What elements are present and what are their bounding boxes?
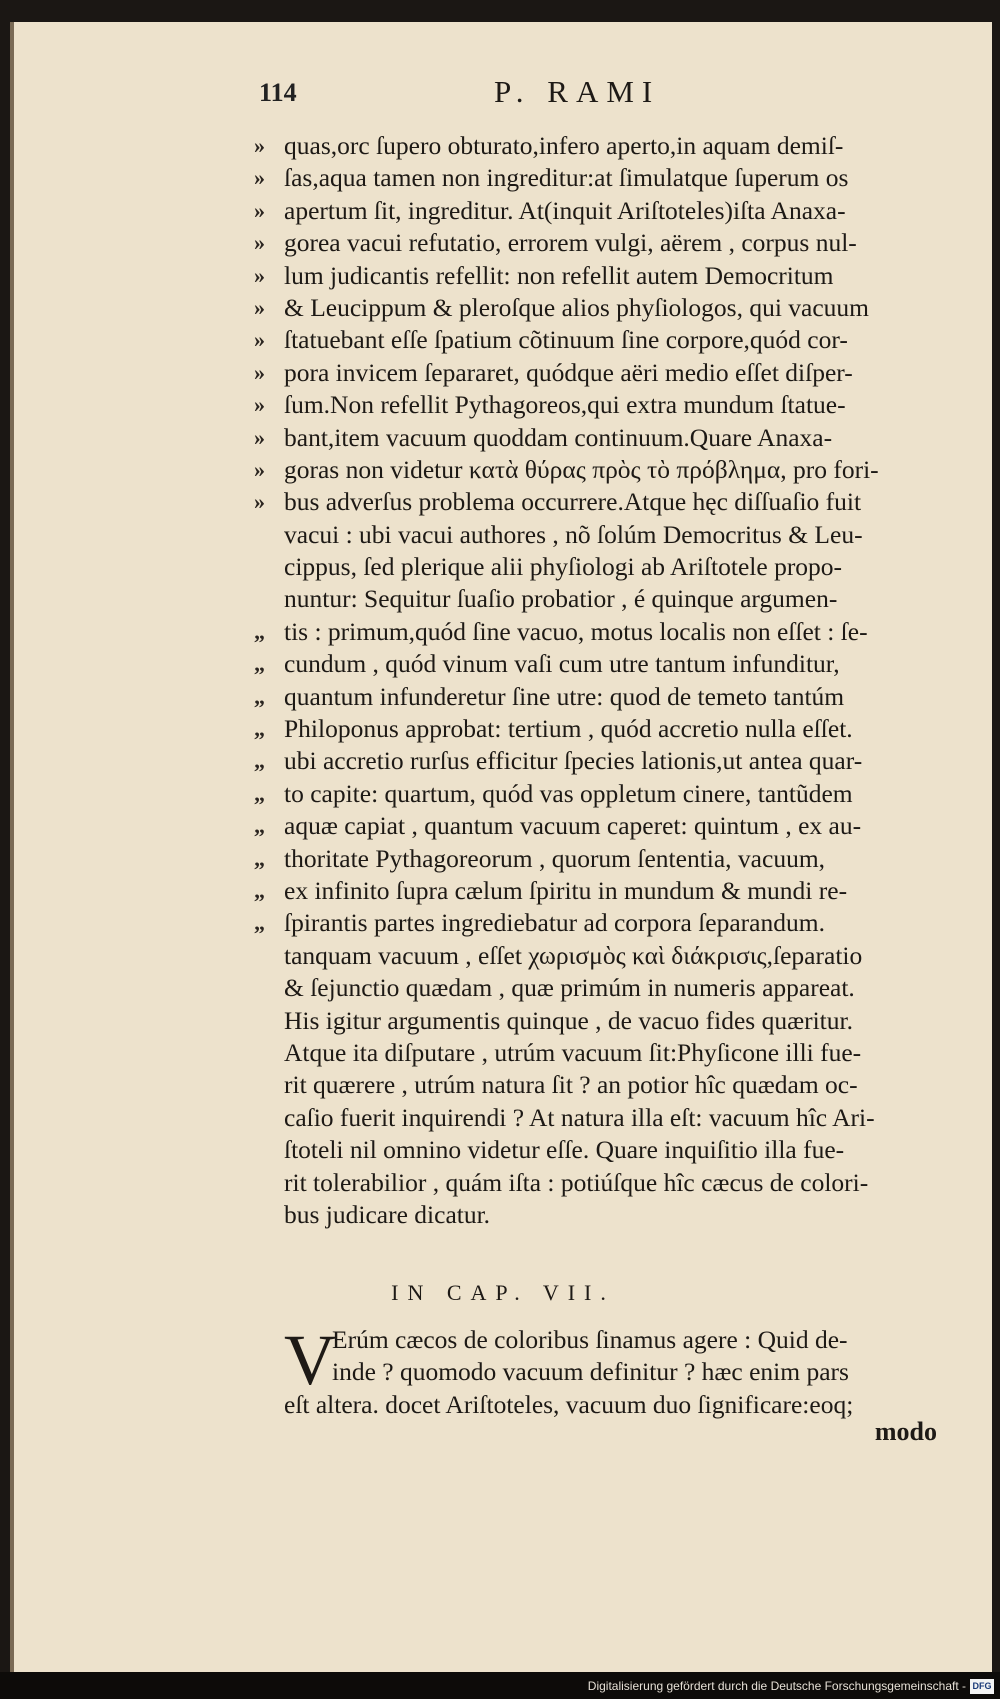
book-page [10,22,992,1672]
text-line [14,940,992,972]
line-text: & Leucippum & pleroſque alios phyſiologos, qui vacuum [284,292,869,322]
quotation-marker: „ [254,716,265,742]
page-number: 114 [259,78,297,107]
text-line [14,195,992,227]
text-line [14,1005,992,1037]
line-text: His igitur argumentis quinque , de vacuo fides quæritur. [284,1005,853,1035]
section-heading: IN CAP. VII. [391,1280,615,1305]
quotation-marker: „ [254,813,265,839]
line-text: ſtatuebant eſſe ſpatium cõtinuum ſine corpore,quód cor- [284,325,848,355]
quotation-marker: » [254,230,265,256]
line-text: nuntur: Sequitur ſuaſio probatior , é quinque argumen- [284,584,838,614]
text-line [14,227,992,259]
text-line [14,745,992,777]
quotation-marker: „ [254,877,265,903]
text-line [14,1167,992,1199]
line-text: Atque ita diſputare , utrúm vacuum ſit:Phyſicone illi fue- [284,1037,862,1067]
line-text: & ſejunctio quædam , quæ primúm in numeris appareat. [284,973,855,1003]
text-line [14,681,992,713]
text-line [14,324,992,356]
line-text: bus adverſus problema occurrere.Atque hęc diſſuaſio fuit [284,487,862,517]
dfg-logo: DFG [970,1679,994,1694]
body-text [14,130,992,1231]
quotation-marker: » [254,424,265,450]
line-text: pora invicem ſepararet, quódque aëri medio eſſet diſper- [284,357,853,387]
text-line [14,907,992,939]
quotation-marker: » [254,359,265,385]
text-line [14,551,992,583]
line-text: aquæ capiat , quantum vacuum caperet: quintum , ex au- [284,811,862,841]
text-line [14,162,992,194]
quotation-marker: » [254,489,265,515]
text-line [14,130,992,162]
line-text: caſio fuerit inquirendi ? At natura illa eſt: vacuum hîc Ari- [284,1102,875,1132]
drop-capital: V [284,1320,336,1400]
line-text: quantum infunderetur ſine utre: quod de temeto tantúm [284,681,845,711]
text-line [14,875,992,907]
text-line [14,519,992,551]
line-text: cundum , quód vinum vaſi cum utre tantum infunditur, [284,649,840,679]
line-text: Erúm cæcos de coloribus ſinamus agere : Quid de- [332,1325,848,1354]
page-header [14,74,992,114]
quotation-marker: „ [254,683,265,709]
text-line [14,1134,992,1166]
quotation-marker: » [254,133,265,158]
quotation-marker: » [254,197,265,223]
text-line [14,1069,992,1101]
text-line [14,1102,992,1134]
quotation-marker: » [254,165,265,191]
text-line [14,972,992,1004]
text-line [14,713,992,745]
running-title: P. RAMI [494,74,661,109]
quotation-marker: » [254,327,265,353]
line-text: bant,item vacuum quoddam continuum.Quare Anaxa- [284,422,833,452]
quotation-marker: » [254,262,265,288]
line-text: rit tolerabilior , quám iſta : potiúſque hîc cæcus de colori- [284,1167,869,1197]
quotation-marker: „ [254,651,265,677]
line-text: goras non videtur κατὰ θύρας πρὸς τὸ πρόβλημα, pro fori- [284,454,879,484]
line-text: ſtoteli nil omnino videtur eſſe. Quare inquiſitio illa fue- [284,1135,845,1165]
line-text: tanquam vacuum , eſſet χωρισμὸς καὶ διάκρισις,ſeparatio [284,940,863,970]
text-line [14,810,992,842]
text-line [14,1199,992,1231]
line-text: thoritate Pythagoreorum , quorum ſententia, vacuum, [284,843,826,873]
line-text: ubi accretio rurſus efficitur ſpecies lationis,ut antea quar- [284,746,863,776]
line-text: eſt altera. docet Ariſtoteles, vacuum duo ſignificare:eoq; [284,1389,854,1419]
text-line [14,486,992,518]
quotation-marker: „ [254,748,265,774]
line-text: quas,orc ſupero obturato,infero aperto,in aquam demiſ- [284,131,844,160]
line-text: ſas,aqua tamen non ingreditur:at ſimulatque ſuperum os [284,163,849,193]
quotation-marker: » [254,392,265,418]
footer-credit: Digitalisierung gefördert durch die Deutsche Forschungsgemeinschaft - [587,1679,966,1693]
line-text: ex infinito ſupra cælum ſpiritu in mundum & mundi re- [284,875,848,905]
line-text: bus judicare dicatur. [284,1199,491,1229]
text-line [14,292,992,324]
catchword: modo [874,1417,937,1446]
quotation-marker: „ [254,910,265,936]
text-line [14,1324,992,1356]
line-text: ſpirantis partes ingrediebatur ad corpora ſeparandum. [284,908,825,938]
text-line [14,357,992,389]
text-line [14,583,992,615]
quotation-marker: » [254,456,265,482]
quotation-marker: » [254,294,265,320]
line-text: cippus, ſed plerique alii phyſiologi ab Ariſtotele propo- [284,552,843,582]
chapter-opening [14,1320,992,1421]
line-text: to capite: quartum, quód vas oppletum cinere, tantũdem [284,778,853,808]
text-line [14,454,992,486]
text-line [14,1356,992,1388]
line-text: vacui : ubi vacui authores , nõ ſolúm Democritus & Leu- [284,519,863,549]
line-text: apertum ſit, ingreditur. At(inquit Ariſtoteles)iſta Anaxa- [284,195,846,225]
text-line [14,1037,992,1069]
line-text: Philoponus approbat: tertium , quód accretio nulla eſſet. [284,714,853,744]
text-line [14,389,992,421]
digitization-footer [0,1672,1000,1699]
line-text: lum judicantis refellit: non refellit autem Democritum [284,260,834,290]
line-text: ſum.Non refellit Pythagoreos,qui extra mundum ſtatue- [284,390,846,420]
quotation-marker: „ [254,618,265,644]
text-line [14,616,992,648]
text-line [14,843,992,875]
line-text: gorea vacui refutatio, errorem vulgi, aërem , corpus nul- [284,228,857,258]
quotation-marker: „ [254,845,265,871]
quotation-marker: „ [254,780,265,806]
text-line [14,778,992,810]
line-text: inde ? quomodo vacuum definitur ? hæc enim pars [332,1357,849,1387]
text-line [14,260,992,292]
line-text: rit quærere , utrúm natura ſit ? an potior hîc quædam oc- [284,1070,858,1100]
text-line [14,422,992,454]
text-line [14,648,992,680]
text-line [14,1389,992,1421]
line-text: tis : primum,quód ſine vacuo, motus localis non eſſet : ſe- [284,616,868,646]
